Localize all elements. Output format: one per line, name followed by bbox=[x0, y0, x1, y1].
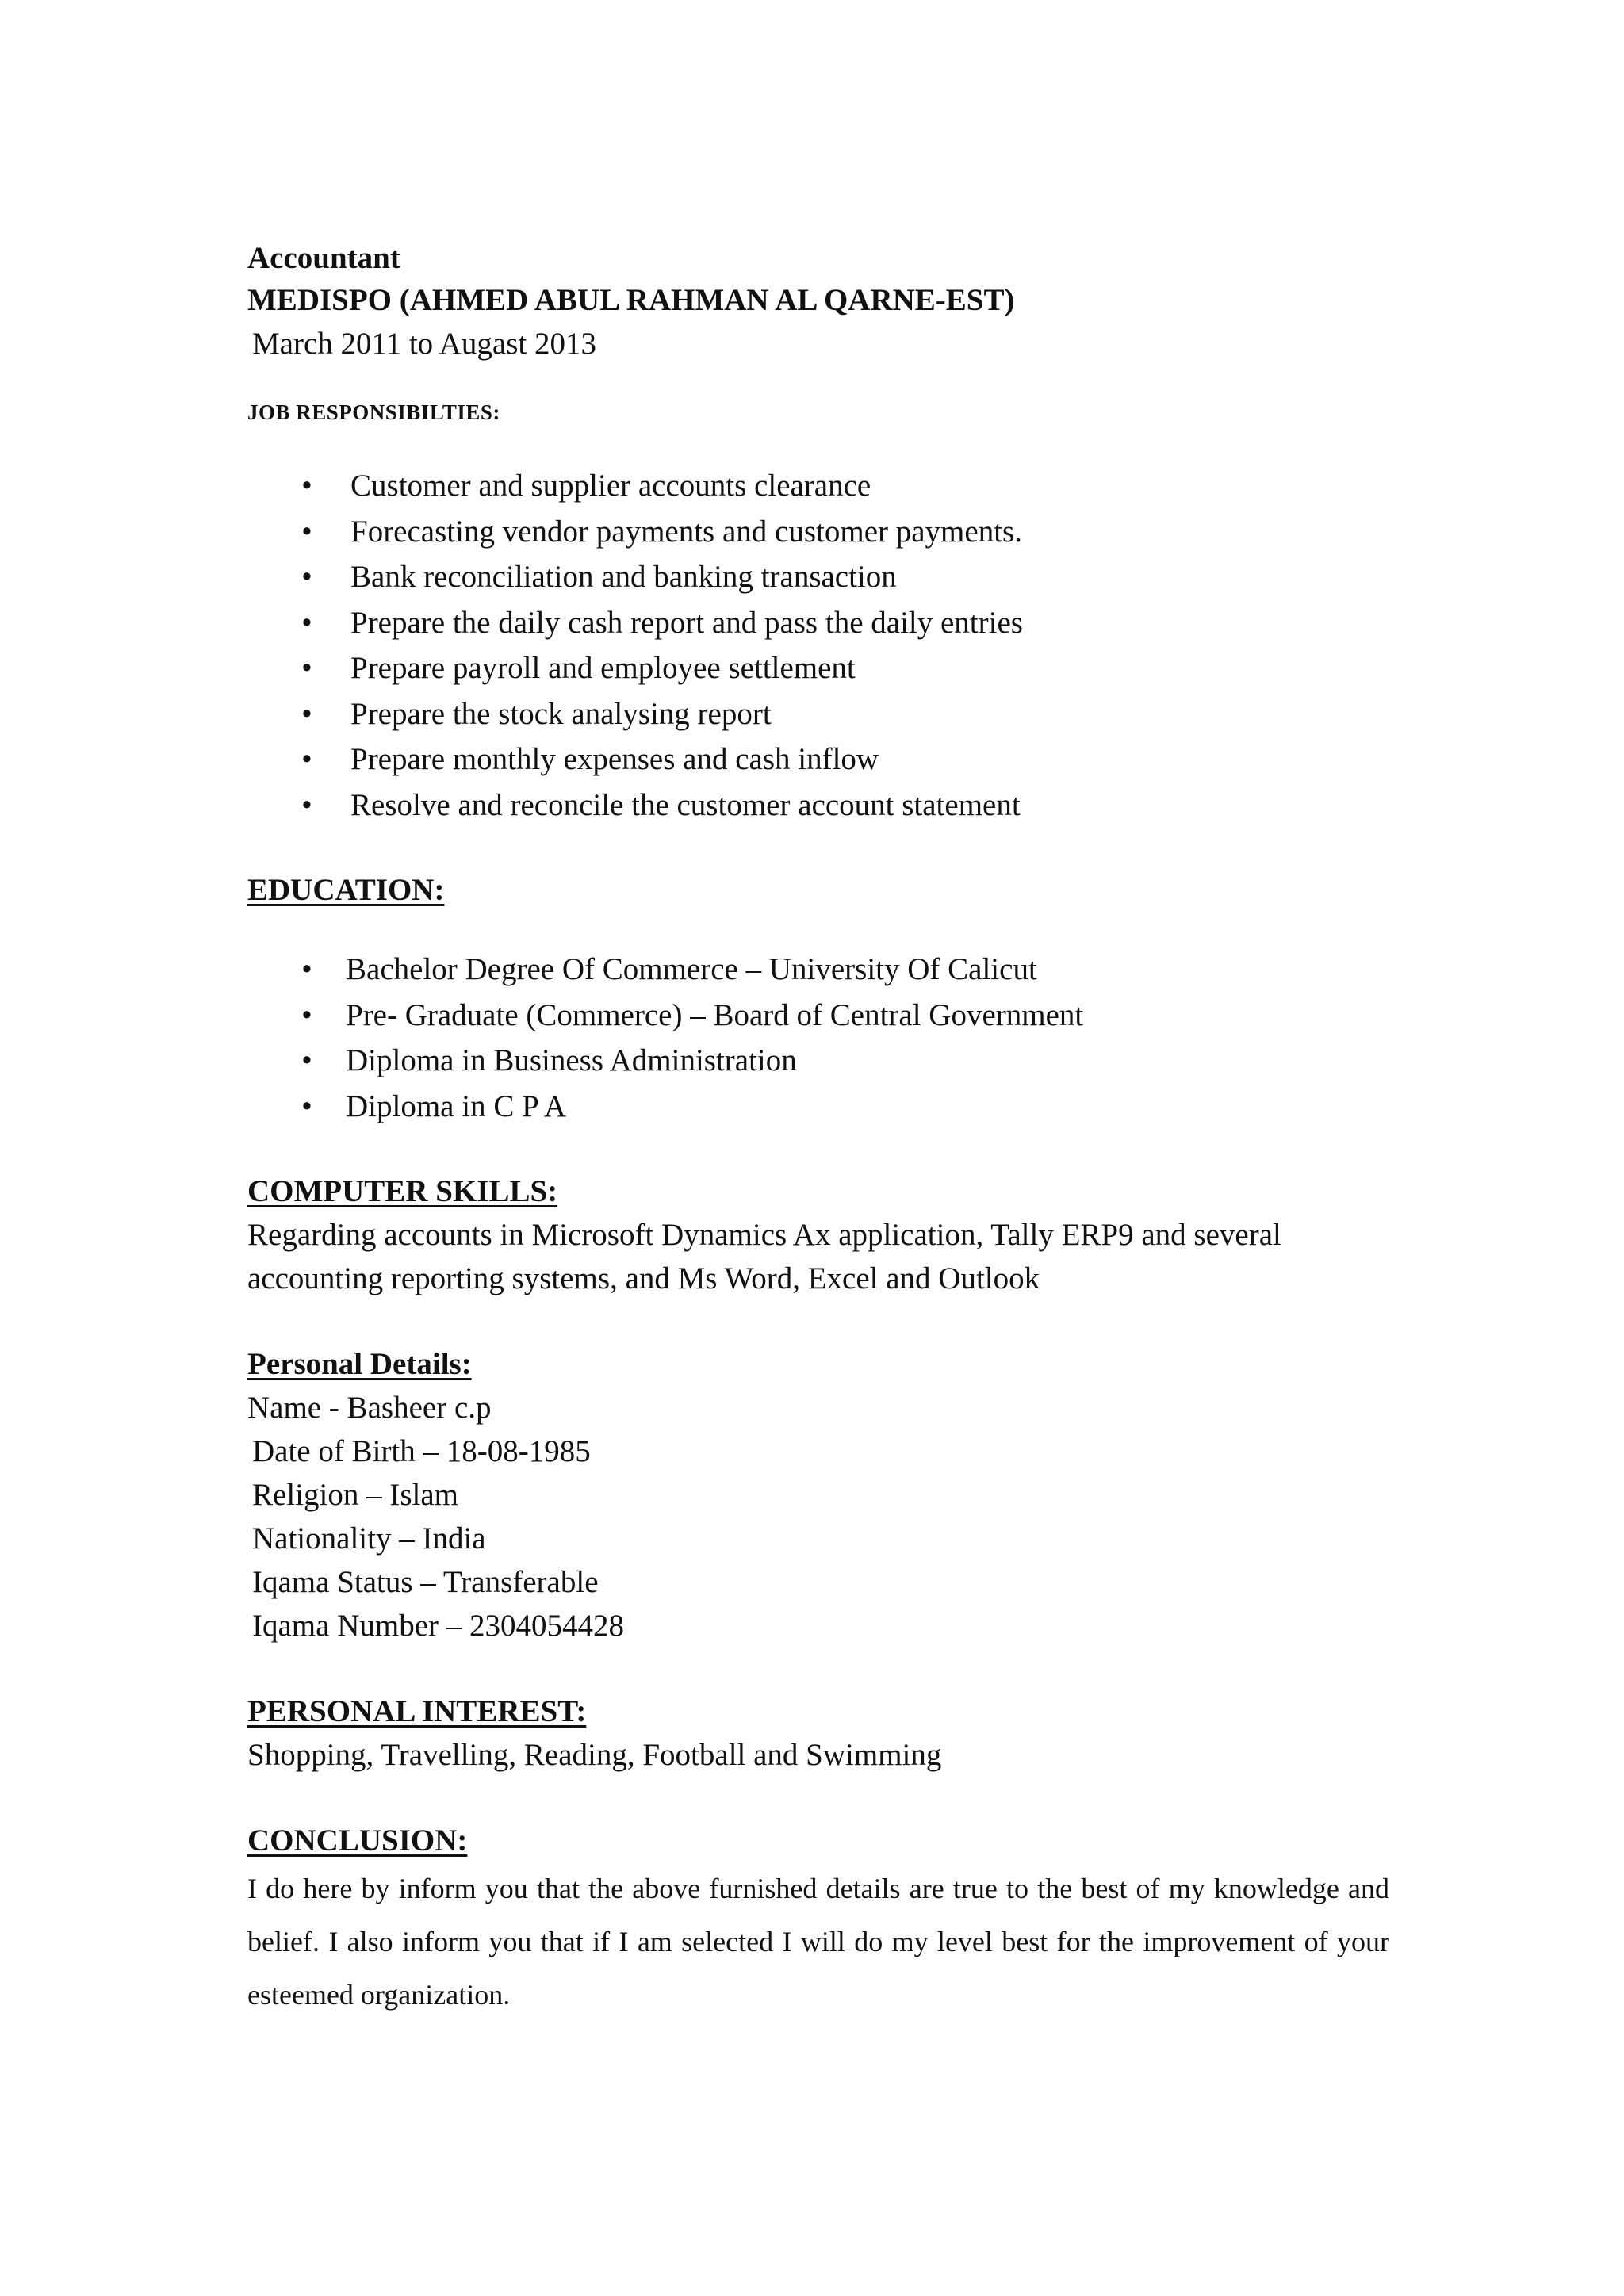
conclusion-text: I do here by inform you that the above furnished details are true to the best of my knowledge and belief. I also inform you that if I am selected I will do my level best for the improvement of your esteemed organization. bbox=[247, 1873, 1389, 2011]
list-item bbox=[247, 783, 1397, 828]
company-name: MEDISPO (AHMED ABUL RAHMAN AL QARNE-EST) bbox=[247, 283, 1015, 317]
bullet-icon: • bbox=[301, 952, 312, 986]
computer-skills-heading: COMPUTER SKILLS: bbox=[247, 1174, 558, 1208]
responsibilities-list bbox=[247, 463, 1397, 828]
personal-interest-heading: PERSONAL INTEREST: bbox=[247, 1694, 587, 1728]
resume-content bbox=[247, 238, 1397, 2022]
responsibility-text: Resolve and reconcile the customer account statement bbox=[350, 787, 1021, 822]
list-item bbox=[247, 645, 1397, 691]
bullet-icon: • bbox=[301, 651, 312, 685]
detail-dob: Date of Birth – 18-08-1985 bbox=[252, 1434, 591, 1468]
education-text: Bachelor Degree Of Commerce – University Of Calicut bbox=[346, 952, 1037, 986]
job-title: Accountant bbox=[247, 241, 400, 275]
list-item bbox=[247, 947, 1397, 993]
bullet-icon: • bbox=[301, 696, 312, 731]
list-item bbox=[247, 600, 1397, 646]
list-item bbox=[247, 993, 1397, 1039]
education-text: Pre- Graduate (Commerce) – Board of Central Government bbox=[346, 997, 1084, 1032]
responsibility-text: Prepare payroll and employee settlement bbox=[350, 651, 856, 685]
bullet-icon: • bbox=[301, 742, 312, 776]
bullet-icon: • bbox=[301, 560, 312, 594]
responsibility-text: Forecasting vendor payments and customer payments. bbox=[350, 514, 1022, 549]
list-item bbox=[247, 1038, 1397, 1084]
responsibility-text: Prepare the stock analysing report bbox=[350, 696, 772, 731]
detail-religion: Religion – Islam bbox=[252, 1478, 458, 1512]
list-item bbox=[247, 509, 1397, 555]
education-text: Diploma in C P A bbox=[346, 1089, 567, 1123]
personal-details bbox=[247, 1386, 1397, 1647]
list-item bbox=[247, 691, 1397, 737]
bullet-icon: • bbox=[301, 469, 312, 503]
detail-nationality: Nationality – India bbox=[252, 1521, 486, 1556]
conclusion-heading: CONCLUSION: bbox=[247, 1823, 468, 1858]
bullet-icon: • bbox=[301, 605, 312, 640]
bullet-icon: • bbox=[301, 1089, 312, 1123]
education-text: Diploma in Business Administration bbox=[346, 1043, 797, 1077]
detail-name: Name - Basheer c.p bbox=[247, 1391, 492, 1425]
education-list bbox=[247, 947, 1397, 1129]
list-item bbox=[247, 737, 1397, 783]
bullet-icon: • bbox=[301, 1043, 312, 1077]
detail-iqama-number: Iqama Number – 2304054428 bbox=[252, 1609, 624, 1643]
list-item bbox=[247, 463, 1397, 509]
employment-period: March 2011 to Augast 2013 bbox=[252, 327, 597, 361]
responsibility-text: Prepare monthly expenses and cash inflow bbox=[350, 742, 879, 776]
detail-iqama-status: Iqama Status – Transferable bbox=[252, 1565, 599, 1599]
computer-skills-text: Regarding accounts in Microsoft Dynamics Ax application, Tally ERP9 and several accounting reporting systems, and Ms Word, Excel and Outlook bbox=[247, 1218, 1281, 1295]
responsibility-text: Prepare the daily cash report and pass the daily entries bbox=[350, 605, 1023, 640]
personal-interest-text: Shopping, Travelling, Reading, Football and Swimming bbox=[247, 1738, 942, 1772]
list-item bbox=[247, 554, 1397, 600]
responsibilities-heading: JOB RESPONSIBILTIES: bbox=[247, 400, 500, 424]
personal-details-heading: Personal Details: bbox=[247, 1347, 472, 1381]
bullet-icon: • bbox=[301, 997, 312, 1032]
list-item bbox=[247, 1084, 1397, 1130]
bullet-icon: • bbox=[301, 514, 312, 549]
bullet-icon: • bbox=[301, 787, 312, 822]
responsibility-text: Customer and supplier accounts clearance bbox=[350, 469, 871, 503]
responsibility-text: Bank reconciliation and banking transaction bbox=[350, 560, 897, 594]
education-heading: EDUCATION: bbox=[247, 873, 445, 907]
